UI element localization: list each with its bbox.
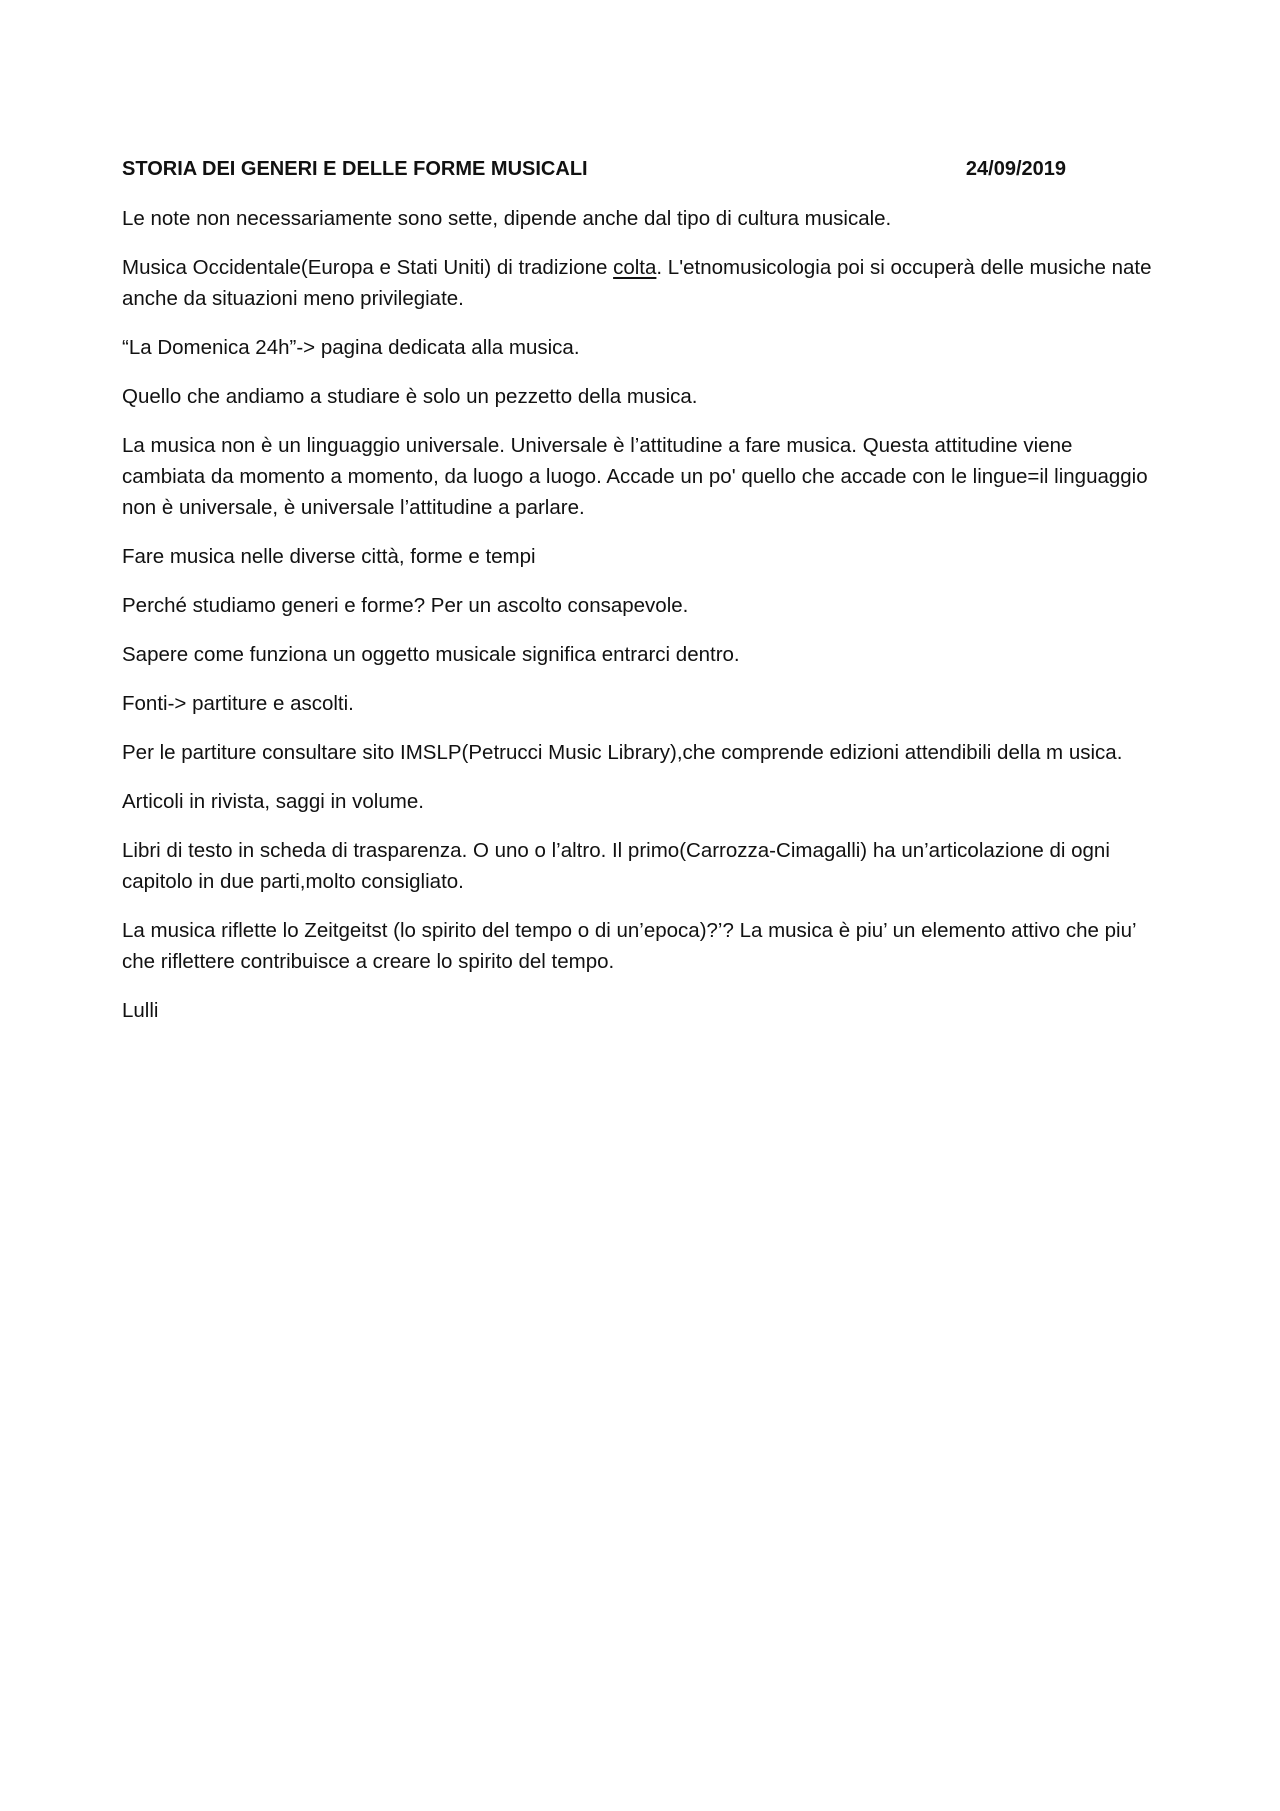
paragraph-11: Articoli in rivista, saggi in volume. [122, 790, 424, 813]
paragraph-2 [122, 252, 1152, 314]
paragraph-4: Quello che andiamo a studiare è solo un pezzetto della musica. [122, 385, 698, 408]
paragraph-14: Lulli [122, 999, 159, 1022]
paragraph-10: Per le partiture consultare sito IMSLP(Petrucci Music Library),che comprende edizioni attendibili della m usica. [122, 741, 1123, 764]
paragraph-2-before: Musica Occidentale(Europa e Stati Uniti) di tradizione [122, 256, 614, 279]
paragraph-9: Fonti-> partiture e ascolti. [122, 692, 354, 715]
paragraph-7: Perché studiamo generi e forme? Per un ascolto consapevole. [122, 594, 689, 617]
paragraph-13: La musica riflette lo Zeitgeitst (lo spirito del tempo o di un’epoca)?’? La musica è piu’ un elemento attivo che piu’ che riflettere contribuisce a creare lo spirito del tempo. [122, 919, 1136, 973]
paragraph-2-underlined-word: colta [613, 256, 657, 279]
paragraph-6: Fare musica nelle diverse città, forme e tempi [122, 545, 536, 568]
document-body [122, 154, 1152, 1044]
paragraph-8: Sapere come funziona un oggetto musicale significa entrarci dentro. [122, 643, 740, 666]
document-title: STORIA DEI GENERI E DELLE FORME MUSICALI [122, 158, 588, 180]
paragraph-12: Libri di testo in scheda di trasparenza. O uno o l’altro. Il primo(Carrozza-Cimagalli) ha un’articolazione di ogni capitolo in due parti,molto consigliato. [122, 839, 1110, 893]
paragraph-3: “La Domenica 24h”-> pagina dedicata alla musica. [122, 336, 580, 359]
document-date: 24/09/2019 [965, 158, 1066, 180]
paragraph-5: La musica non è un linguaggio universale. Universale è l’attitudine a fare musica. Questa attitudine viene cambiata da momento a momento, da luogo a luogo. Accade un po' quello che accade con le lingue=il linguaggio non è universale, è universale l’attitudine a parlare. [122, 434, 1148, 519]
document-header [122, 154, 1066, 185]
paragraph-1: Le note non necessariamente sono sette, dipende anche dal tipo di cultura musicale. [122, 207, 892, 230]
paragraph-2-after: . L'etnomusicologia poi si occuperà delle musiche nate anche da situazioni meno privilegiate. [122, 256, 1152, 310]
